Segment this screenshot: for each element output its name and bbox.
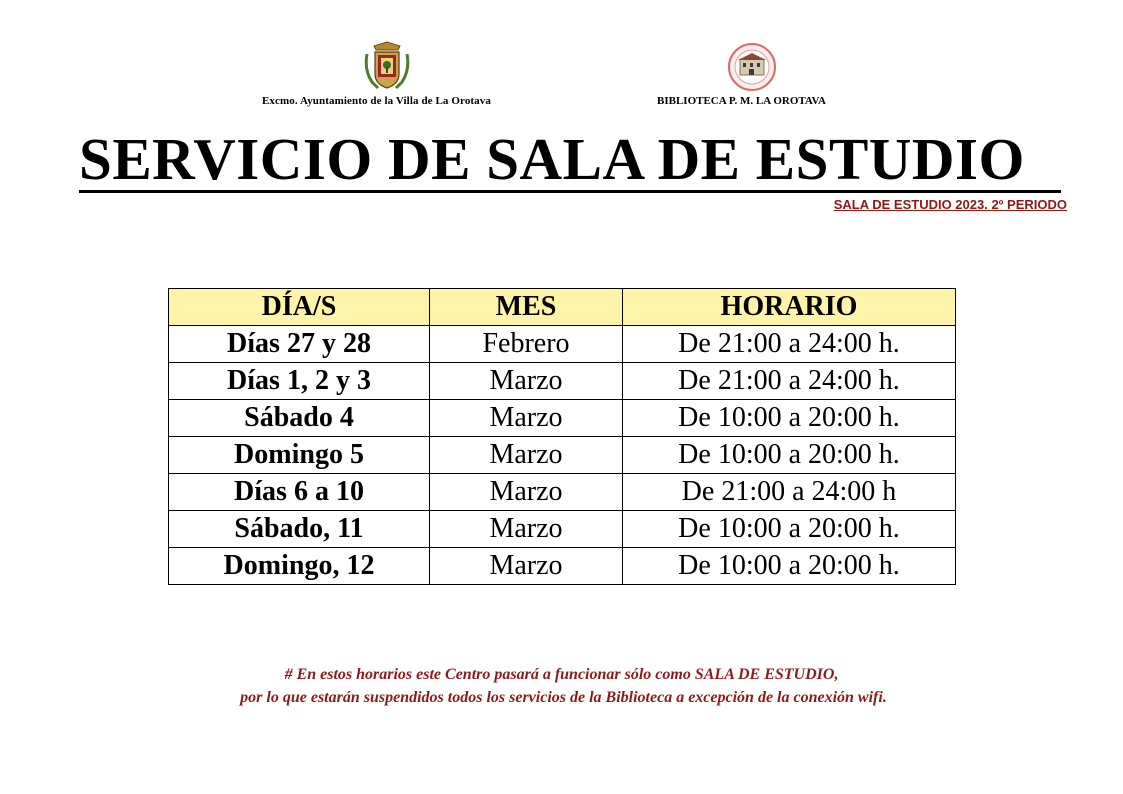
cell-month: Marzo — [430, 474, 623, 511]
cell-days: Sábado 4 — [169, 400, 430, 437]
cell-days: Domingo 5 — [169, 437, 430, 474]
cell-schedule: De 10:00 a 20:00 h. — [623, 511, 956, 548]
cell-schedule: De 21:00 a 24:00 h. — [623, 363, 956, 400]
table-header-row — [169, 289, 956, 326]
table-row — [169, 326, 956, 363]
column-header-month: MES — [430, 289, 623, 326]
cell-schedule: De 21:00 a 24:00 h. — [623, 326, 956, 363]
cell-month: Marzo — [430, 511, 623, 548]
period-subtitle: SALA DE ESTUDIO 2023. 2º PERIODO — [833, 197, 1067, 212]
cell-days: Domingo, 12 — [169, 548, 430, 585]
cell-days: Días 27 y 28 — [169, 326, 430, 363]
table-row — [169, 437, 956, 474]
schedule-table — [168, 288, 956, 585]
table-row — [169, 474, 956, 511]
library-building-seal-icon — [725, 42, 779, 92]
cell-days: Días 1, 2 y 3 — [169, 363, 430, 400]
coat-of-arms-icon — [364, 40, 410, 92]
page-title: SERVICIO DE SALA DE ESTUDIO — [79, 128, 1061, 193]
cell-month: Febrero — [430, 326, 623, 363]
cell-month: Marzo — [430, 437, 623, 474]
table-row — [169, 511, 956, 548]
footer-note-line-1: # En estos horarios este Centro pasará a funcionar sólo como SALA DE ESTUDIO, — [284, 666, 839, 683]
table-row — [169, 400, 956, 437]
cell-month: Marzo — [430, 400, 623, 437]
cell-schedule: De 10:00 a 20:00 h. — [623, 400, 956, 437]
table-row — [169, 548, 956, 585]
cell-schedule: De 21:00 a 24:00 h — [623, 474, 956, 511]
cell-days: Sábado, 11 — [169, 511, 430, 548]
cell-month: Marzo — [430, 548, 623, 585]
column-header-schedule: HORARIO — [623, 289, 956, 326]
left-organization-name: Excmo. Ayuntamiento de la Villa de La Orotava — [262, 95, 491, 107]
cell-month: Marzo — [430, 363, 623, 400]
cell-schedule: De 10:00 a 20:00 h. — [623, 548, 956, 585]
table-row — [169, 363, 956, 400]
cell-schedule: De 10:00 a 20:00 h. — [623, 437, 956, 474]
column-header-days: DÍA/S — [169, 289, 430, 326]
right-organization-name: BIBLIOTECA P. M. LA OROTAVA — [657, 95, 826, 107]
cell-days: Días 6 a 10 — [169, 474, 430, 511]
footer-note-line-2: por lo que estarán suspendidos todos los servicios de la Biblioteca a excepción de la conexión wifi. — [240, 689, 887, 706]
